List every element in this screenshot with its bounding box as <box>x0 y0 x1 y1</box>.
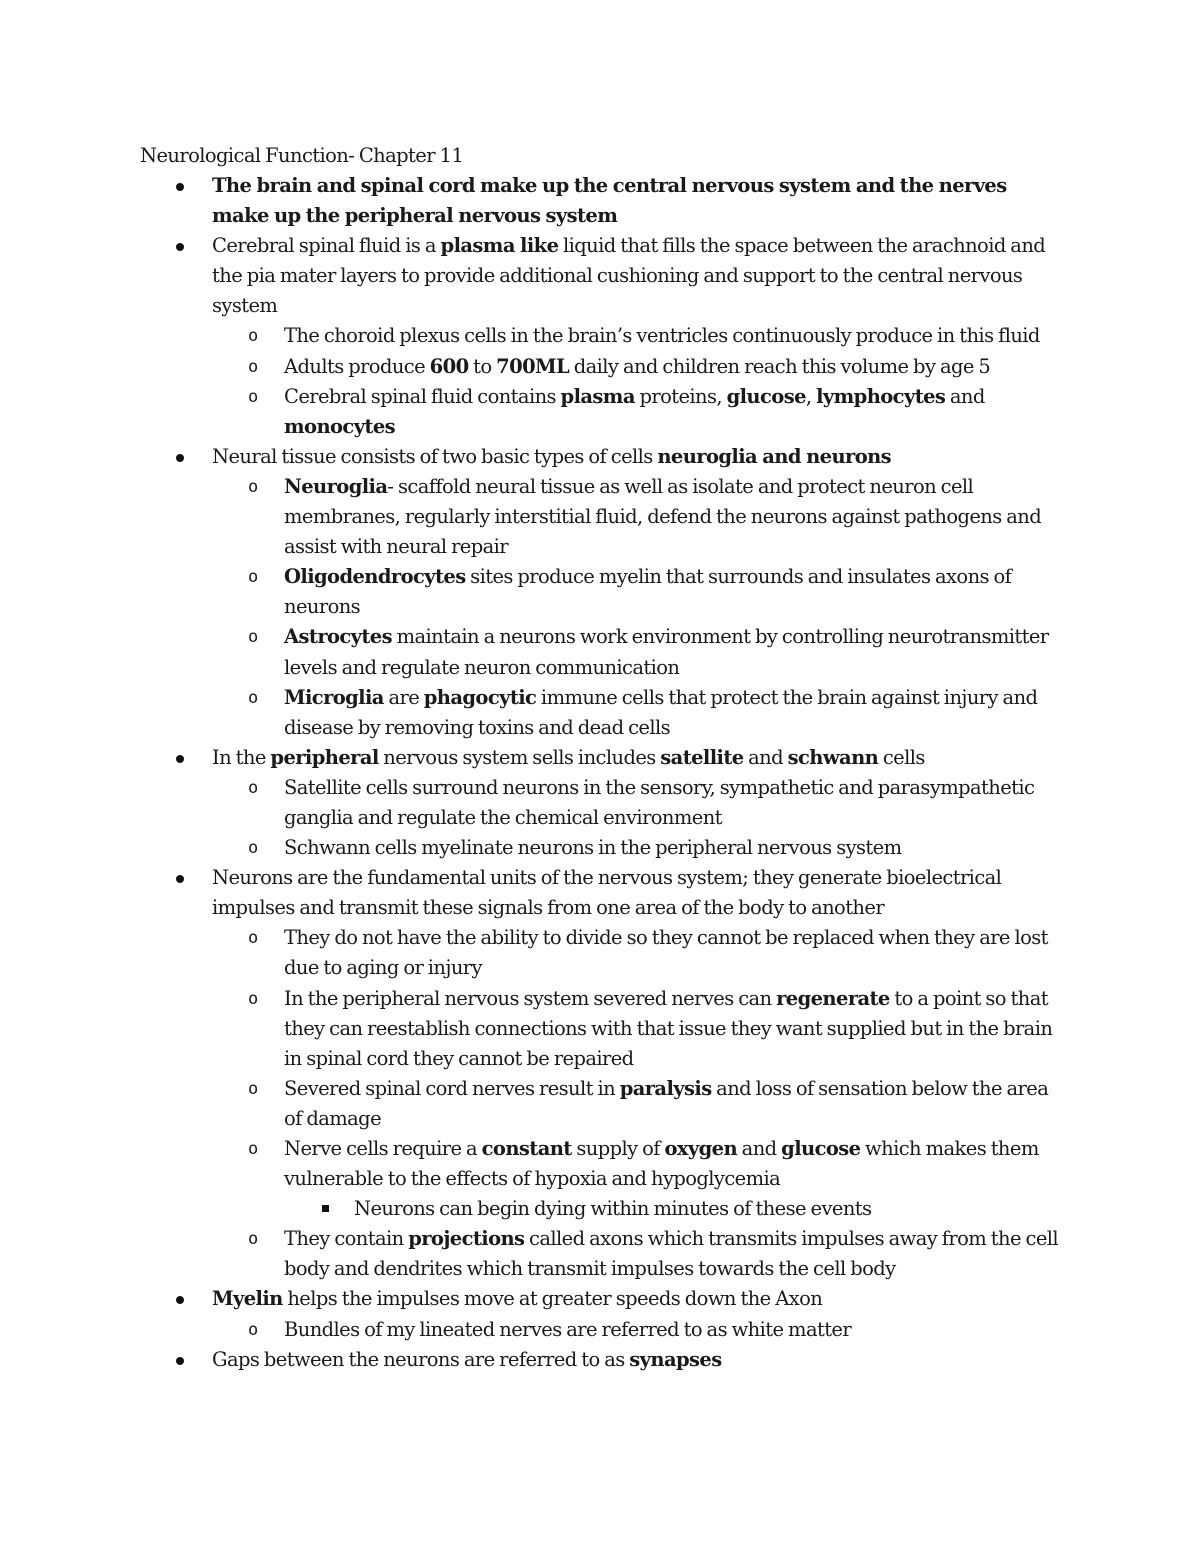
text-run: and <box>737 1137 782 1160</box>
bold-text: plasma <box>560 384 635 408</box>
text-run: - scaffold neural tissue as well as isolate and protect neuron cell membranes, regularly interstitial fluid, defend the neurons against pathogens and assist with neural repair <box>284 474 1042 559</box>
bullet-item <box>140 1284 1065 1344</box>
item-text <box>284 1077 1048 1130</box>
text-run: daily and children reach this volume by age 5 <box>569 354 991 378</box>
bold-text: constant <box>481 1137 572 1160</box>
item-text <box>284 926 1048 979</box>
bullet-item <box>140 743 1065 863</box>
text-run: Satellite cells surround neurons in the sensory, sympathetic and parasympathetic ganglia and regulate the chemical environment <box>284 775 1035 829</box>
bold-text: Neuroglia <box>284 474 388 498</box>
notes-outline <box>140 171 1065 1375</box>
sub-item <box>212 352 1065 382</box>
text-run: They do not have the ability to divide so they cannot be replaced when they are lost due to aging or injury <box>284 926 1048 980</box>
text-run: supply of <box>571 1137 665 1160</box>
bold-text: regenerate <box>776 986 890 1010</box>
text-run: are <box>383 685 424 709</box>
text-run: Schwann cells myelinate neurons in the peripheral nervous system <box>284 836 902 860</box>
item-text <box>212 445 891 468</box>
sub-list <box>212 472 1065 743</box>
bold-text: The brain and spinal cord make up the central nervous system and the nerves make up the peripheral nervous system <box>212 174 1007 228</box>
text-run: cells <box>878 745 925 769</box>
bullet-item <box>140 231 1065 442</box>
text-run: Gaps between the neurons are referred to as <box>212 1347 630 1371</box>
bold-text: satellite <box>660 745 744 769</box>
text-run: nervous system sells includes <box>378 745 661 769</box>
bold-text: plasma like <box>440 234 559 258</box>
text-run: and <box>743 745 788 769</box>
item-text <box>284 987 1052 1070</box>
item-text <box>212 746 925 769</box>
text-run: and loss of sensation below the area of damage <box>284 1076 1049 1130</box>
text-run: immune cells that protect the brain against injury and disease by removing toxins and dead cells <box>284 685 1038 739</box>
sub-item <box>212 1315 1065 1345</box>
bullet-item <box>140 442 1065 743</box>
item-text <box>284 475 1041 558</box>
text-run: Nerve cells require a <box>284 1137 482 1160</box>
text-run: Cerebral spinal fluid contains <box>284 384 561 408</box>
text-run: Cerebral spinal fluid is a <box>212 234 441 258</box>
text-run: helps the impulses move at greater speeds down the Axon <box>282 1287 823 1311</box>
item-text <box>284 625 1049 678</box>
item-text <box>212 234 1045 317</box>
bold-text: lymphocytes <box>816 384 946 408</box>
text-run: maintain a neurons work environment by controlling neurotransmitter levels and regulate neuron communication <box>284 625 1049 679</box>
bold-text: monocytes <box>284 414 396 438</box>
item-text <box>284 565 1011 618</box>
text-run: Neurons are the fundamental units of the nervous system; they generate bioelectrical impulses and transmit these signals from one area of the body to another <box>212 866 1002 920</box>
item-text <box>284 324 1040 347</box>
sub-item <box>212 382 1065 442</box>
sub-item <box>212 562 1065 622</box>
sub-list <box>284 1194 1065 1224</box>
bold-text: schwann <box>787 745 879 769</box>
sub-item <box>212 1134 1065 1224</box>
text-run: , <box>805 384 817 408</box>
bold-text: oxygen <box>664 1137 738 1160</box>
sub-item <box>212 984 1065 1074</box>
text-run: to <box>468 354 497 378</box>
item-text <box>212 1287 822 1310</box>
sub-item <box>212 622 1065 682</box>
sub-item <box>212 472 1065 562</box>
text-run: They contain <box>284 1227 409 1251</box>
text-run: Neurons can begin dying within minutes of these events <box>354 1197 872 1221</box>
item-text <box>284 355 990 378</box>
text-run: In the peripheral nervous system severed nerves can <box>284 986 777 1010</box>
bold-text: synapses <box>629 1347 722 1371</box>
bold-text: paralysis <box>619 1076 712 1100</box>
sub-sub-item <box>284 1194 1065 1224</box>
bold-text: Oligodendrocytes <box>284 565 466 589</box>
item-text <box>212 1348 722 1371</box>
bold-text: 600 <box>429 354 469 378</box>
text-run: Neural tissue consists of two basic types of cells <box>212 444 658 468</box>
document-title: Neurological Function- Chapter 11 <box>140 144 464 167</box>
text-run: called axons which transmits impulses away from the cell body and dendrites which transmit impulses towards the cell body <box>284 1227 1059 1281</box>
bold-text: projections <box>408 1227 525 1251</box>
bullet-item <box>140 1345 1065 1375</box>
sub-list <box>212 923 1065 1284</box>
text-run: In the <box>212 745 271 769</box>
document-body <box>140 141 1065 1375</box>
bold-text: glucose <box>726 384 806 408</box>
sub-list <box>212 1315 1065 1345</box>
bold-text: 700ML <box>496 354 570 378</box>
sub-item <box>212 1224 1065 1284</box>
text-run: to a point so that they can reestablish connections with that issue they want supplied but in the brain in spinal cord they cannot be repaired <box>284 986 1053 1070</box>
sub-item <box>212 321 1065 351</box>
sub-item <box>212 1074 1065 1134</box>
sub-item <box>212 923 1065 983</box>
sub-item <box>212 773 1065 833</box>
sub-item <box>212 683 1065 743</box>
text-run: which makes them vulnerable to the effects of hypoxia and hypoglycemia <box>284 1137 1039 1191</box>
bold-text: Myelin <box>212 1287 283 1311</box>
item-text <box>212 866 1001 919</box>
bold-text: peripheral <box>270 745 379 769</box>
text-run: Severed spinal cord nerves result in <box>284 1076 620 1100</box>
bold-text: Microglia <box>284 685 384 709</box>
text-run: Bundles of my lineated nerves are referred to as white matter <box>284 1317 852 1341</box>
text-run: liquid that fills the space between the arachnoid and the pia mater layers to provide additional cushioning and support to the central nervous system <box>212 234 1046 318</box>
text-run: Adults produce <box>284 354 430 378</box>
sub-list <box>212 773 1065 863</box>
bullet-item <box>140 863 1065 1284</box>
item-text <box>284 1318 851 1341</box>
bold-text: glucose <box>781 1137 861 1160</box>
item-text <box>284 385 985 438</box>
item-text <box>284 1227 1058 1280</box>
bullet-item <box>140 171 1065 231</box>
text-run: proteins, <box>634 384 727 408</box>
item-text <box>284 836 902 859</box>
bold-text: neuroglia and neurons <box>657 444 892 468</box>
sub-item <box>212 833 1065 863</box>
item-text <box>284 1137 1039 1190</box>
item-text <box>284 686 1037 739</box>
text-run: sites produce myelin that surrounds and insulates axons of neurons <box>284 565 1012 619</box>
sub-list <box>212 321 1065 441</box>
text-run: The choroid plexus cells in the brain’s ventricles continuously produce in this fluid <box>284 324 1040 348</box>
bold-text: phagocytic <box>423 685 537 709</box>
item-text <box>354 1197 871 1220</box>
bold-text: Astrocytes <box>284 625 392 649</box>
item-text <box>284 776 1034 829</box>
item-text <box>212 174 1007 227</box>
text-run: and <box>945 384 985 408</box>
